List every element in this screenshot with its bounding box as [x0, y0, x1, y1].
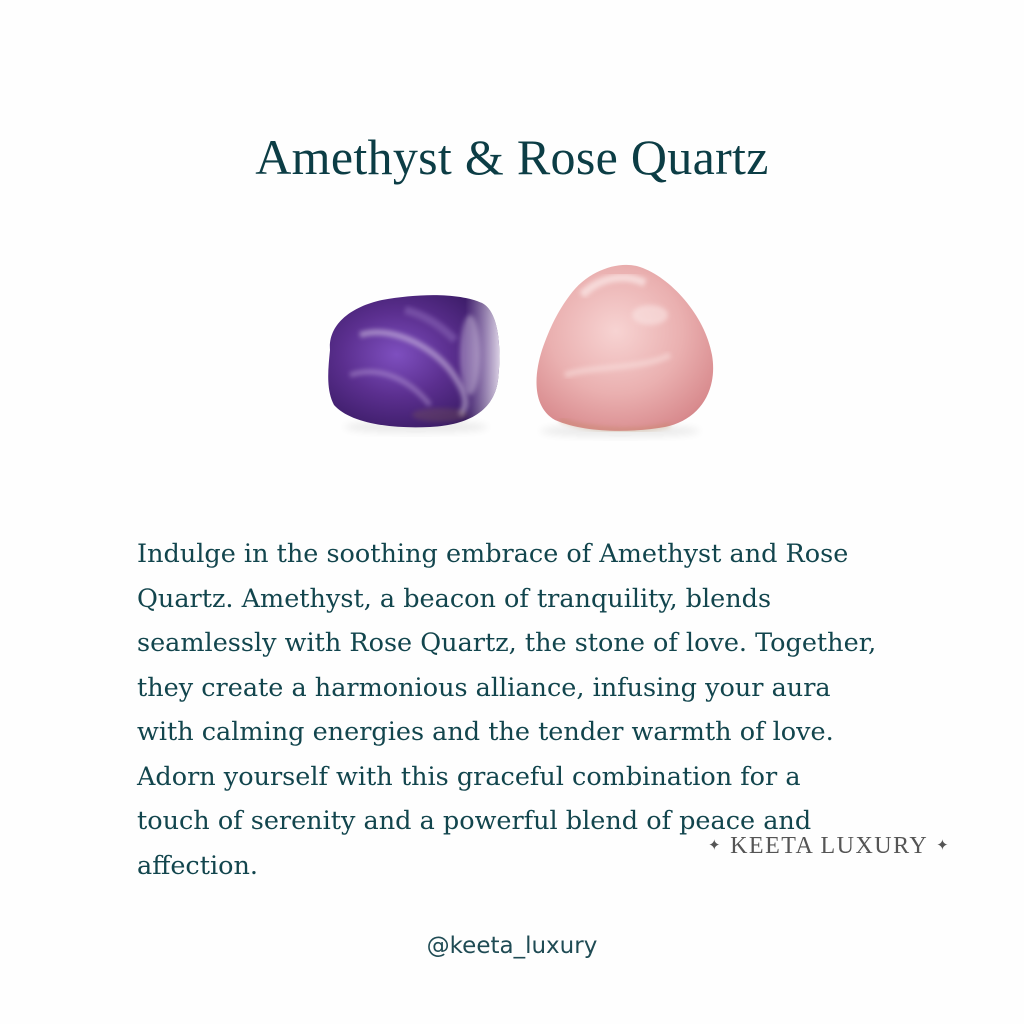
sparkle-icon: ✦ — [936, 838, 951, 854]
description-line: affection. — [137, 850, 258, 881]
amethyst-stone-shape — [328, 295, 499, 427]
description-line: Adorn yourself with this graceful combination for a — [137, 761, 801, 792]
description-line: touch of serenity and a powerful blend of peace and — [137, 806, 812, 836]
rose-quartz-stone-shape — [536, 265, 713, 431]
brand-watermark — [708, 833, 958, 860]
description-line: Indulge in the soothing embrace of Amethyst and Rose — [137, 539, 849, 569]
brand-name: KEETA LUXURY — [730, 833, 929, 859]
description-line: seamlessly with Rose Quartz, the stone of love. Together, — [137, 628, 877, 658]
post-title: Amethyst & Rose Quartz — [255, 129, 769, 185]
social-handle: @keeta_luxury — [426, 933, 598, 959]
description-line: with calming energies and the tender warmth of love. — [137, 717, 834, 747]
description-line: Quartz. Amethyst, a beacon of tranquility, blends — [137, 583, 772, 614]
gemstones-image — [320, 255, 720, 445]
sparkle-icon: ✦ — [708, 838, 723, 854]
description-line: they create a harmonious alliance, infusing your aura — [137, 672, 831, 703]
